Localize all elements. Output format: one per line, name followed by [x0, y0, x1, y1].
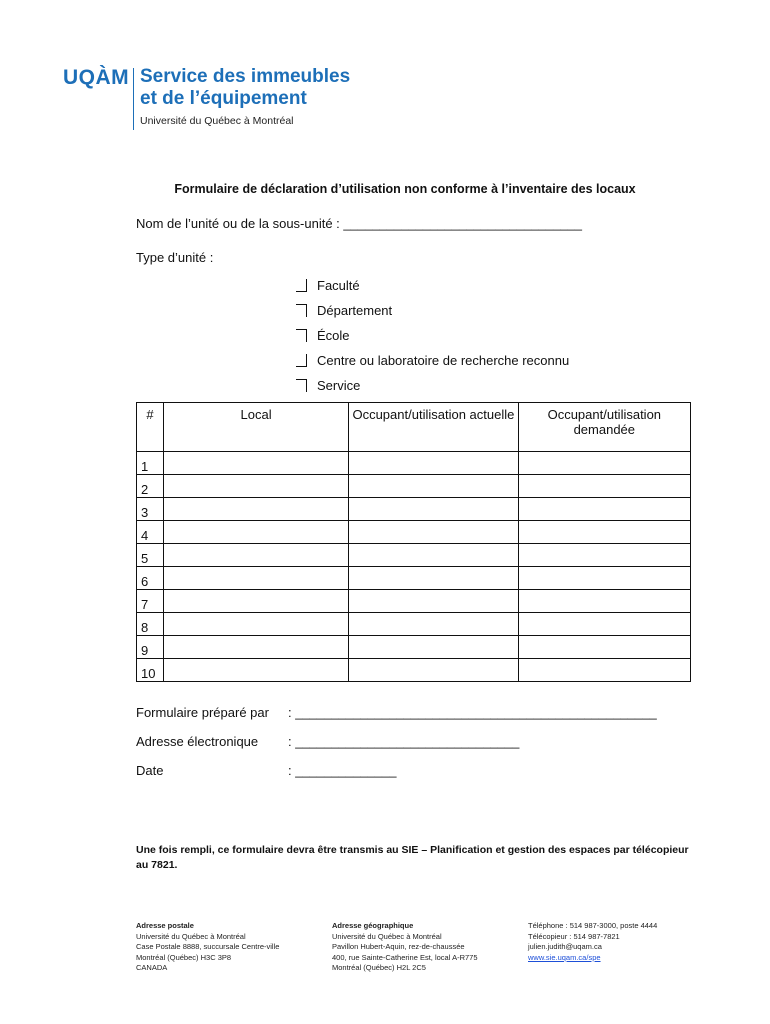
- footer-geo: [332, 921, 517, 974]
- local-cell[interactable]: [163, 452, 348, 475]
- local-cell[interactable]: [163, 521, 348, 544]
- row-number: 7: [137, 590, 164, 613]
- row-number: 5: [137, 544, 164, 567]
- table-row: [137, 521, 691, 544]
- postal-line: CANADA: [136, 963, 168, 972]
- option-label: Faculté: [317, 278, 360, 293]
- contact-web-link[interactable]: www.sie.uqam.ca/spe: [528, 952, 601, 962]
- submission-note: Une fois rempli, ce formulaire devra être transmis au SIE – Planification et gestion des espaces par télécopieur au 7821.: [136, 844, 689, 871]
- checkbox-icon[interactable]: [296, 329, 307, 342]
- row-number: 4: [137, 521, 164, 544]
- local-cell[interactable]: [163, 613, 348, 636]
- postal-heading: Adresse postale: [136, 921, 194, 930]
- header-number: #: [137, 403, 164, 452]
- local-cell[interactable]: [163, 475, 348, 498]
- checkbox-icon[interactable]: [296, 379, 307, 392]
- current-cell[interactable]: [349, 567, 518, 590]
- table-row: [137, 567, 691, 590]
- postal-line: Case Postale 8888, succursale Centre-ville: [136, 942, 280, 951]
- postal-line: Montréal (Québec) H3C 3P8: [136, 952, 232, 962]
- date-field[interactable]: : ______________: [288, 763, 397, 778]
- local-cell[interactable]: [163, 590, 348, 613]
- footer-postal: [136, 921, 316, 974]
- footer-contact: [528, 921, 708, 963]
- requested-cell[interactable]: [518, 498, 690, 521]
- requested-cell[interactable]: [518, 544, 690, 567]
- option-label: Centre ou laboratoire de recherche reconnu: [317, 353, 570, 368]
- geo-line: 400, rue Sainte-Catherine Est, local A-R775: [332, 952, 478, 962]
- requested-cell[interactable]: [518, 659, 690, 682]
- option-label: Service: [317, 378, 361, 393]
- row-number: 3: [137, 498, 164, 521]
- table-row: [137, 498, 691, 521]
- current-cell[interactable]: [349, 613, 518, 636]
- table-row: [137, 613, 691, 636]
- local-cell[interactable]: [163, 544, 348, 567]
- unit-type-options: [296, 273, 569, 398]
- geo-line: Université du Québec à Montréal: [332, 931, 442, 941]
- checkbox-icon[interactable]: [296, 304, 307, 317]
- unit-type-label: Type d’unité :: [136, 250, 214, 265]
- table-row: [137, 636, 691, 659]
- requested-cell[interactable]: [518, 590, 690, 613]
- row-number: 1: [137, 452, 164, 475]
- logo-service-line2: et de l’équipement: [140, 88, 307, 109]
- requested-cell[interactable]: [518, 521, 690, 544]
- table-row: [137, 544, 691, 567]
- option-departement[interactable]: [296, 298, 569, 323]
- row-number: 10: [137, 659, 164, 682]
- email-field[interactable]: : _______________________________: [288, 734, 520, 749]
- table-row: [137, 475, 691, 498]
- local-cell[interactable]: [163, 498, 348, 521]
- current-cell[interactable]: [349, 452, 518, 475]
- locaux-table: [136, 402, 691, 682]
- logo-university: Université du Québec à Montréal: [140, 115, 294, 127]
- row-number: 9: [137, 636, 164, 659]
- header-local: Local: [163, 403, 348, 452]
- checkbox-icon[interactable]: [296, 279, 307, 292]
- contact-phone: Téléphone : 514 987-3000, poste 4444: [528, 921, 658, 930]
- current-cell[interactable]: [349, 590, 518, 613]
- contact-fax: Télécopieur : 514 987-7821: [528, 931, 620, 941]
- current-cell[interactable]: [349, 498, 518, 521]
- geo-line: Montréal (Québec) H2L 2C5: [332, 963, 426, 972]
- current-cell[interactable]: [349, 659, 518, 682]
- requested-cell[interactable]: [518, 567, 690, 590]
- local-cell[interactable]: [163, 636, 348, 659]
- local-cell[interactable]: [163, 567, 348, 590]
- option-service[interactable]: [296, 373, 569, 398]
- header-requested: Occupant/utilisation demandée: [518, 403, 690, 452]
- requested-cell[interactable]: [518, 452, 690, 475]
- email-label: Adresse électronique: [136, 734, 259, 749]
- table-row: [137, 590, 691, 613]
- option-label: École: [317, 328, 350, 343]
- prepared-by-field[interactable]: : __________________________________________________: [288, 705, 657, 720]
- table-row: [137, 659, 691, 682]
- form-title: Formulaire de déclaration d’utilisation non conforme à l’inventaire des locaux: [174, 182, 636, 196]
- option-faculte[interactable]: [296, 273, 569, 298]
- row-number: 6: [137, 567, 164, 590]
- checkbox-icon[interactable]: [296, 354, 307, 367]
- option-label: Département: [317, 303, 393, 318]
- logo-service-line1: Service des immeubles: [140, 66, 351, 87]
- current-cell[interactable]: [349, 636, 518, 659]
- row-number: 2: [137, 475, 164, 498]
- requested-cell[interactable]: [518, 613, 690, 636]
- geo-heading: Adresse géographique: [332, 921, 414, 930]
- unit-name-field[interactable]: Nom de l’unité ou de la sous-unité : _________________________________: [136, 216, 582, 231]
- contact-email[interactable]: julien.judith@uqam.ca: [528, 942, 602, 951]
- row-number: 8: [137, 613, 164, 636]
- requested-cell[interactable]: [518, 475, 690, 498]
- postal-line: Université du Québec à Montréal: [136, 931, 246, 941]
- option-centre[interactable]: [296, 348, 569, 373]
- current-cell[interactable]: [349, 475, 518, 498]
- logo-acronym: UQÀM: [63, 66, 130, 89]
- current-cell[interactable]: [349, 521, 518, 544]
- local-cell[interactable]: [163, 659, 348, 682]
- option-ecole[interactable]: [296, 323, 569, 348]
- current-cell[interactable]: [349, 544, 518, 567]
- geo-line: Pavillon Hubert-Aquin, rez-de-chaussée: [332, 942, 465, 951]
- table-header-row: [137, 403, 691, 452]
- header-current: Occupant/utilisation actuelle: [349, 403, 518, 452]
- table-row: [137, 452, 691, 475]
- requested-cell[interactable]: [518, 636, 690, 659]
- prepared-by-label: Formulaire préparé par: [136, 705, 269, 720]
- logo-divider: [133, 68, 134, 130]
- date-label: Date: [136, 763, 164, 778]
